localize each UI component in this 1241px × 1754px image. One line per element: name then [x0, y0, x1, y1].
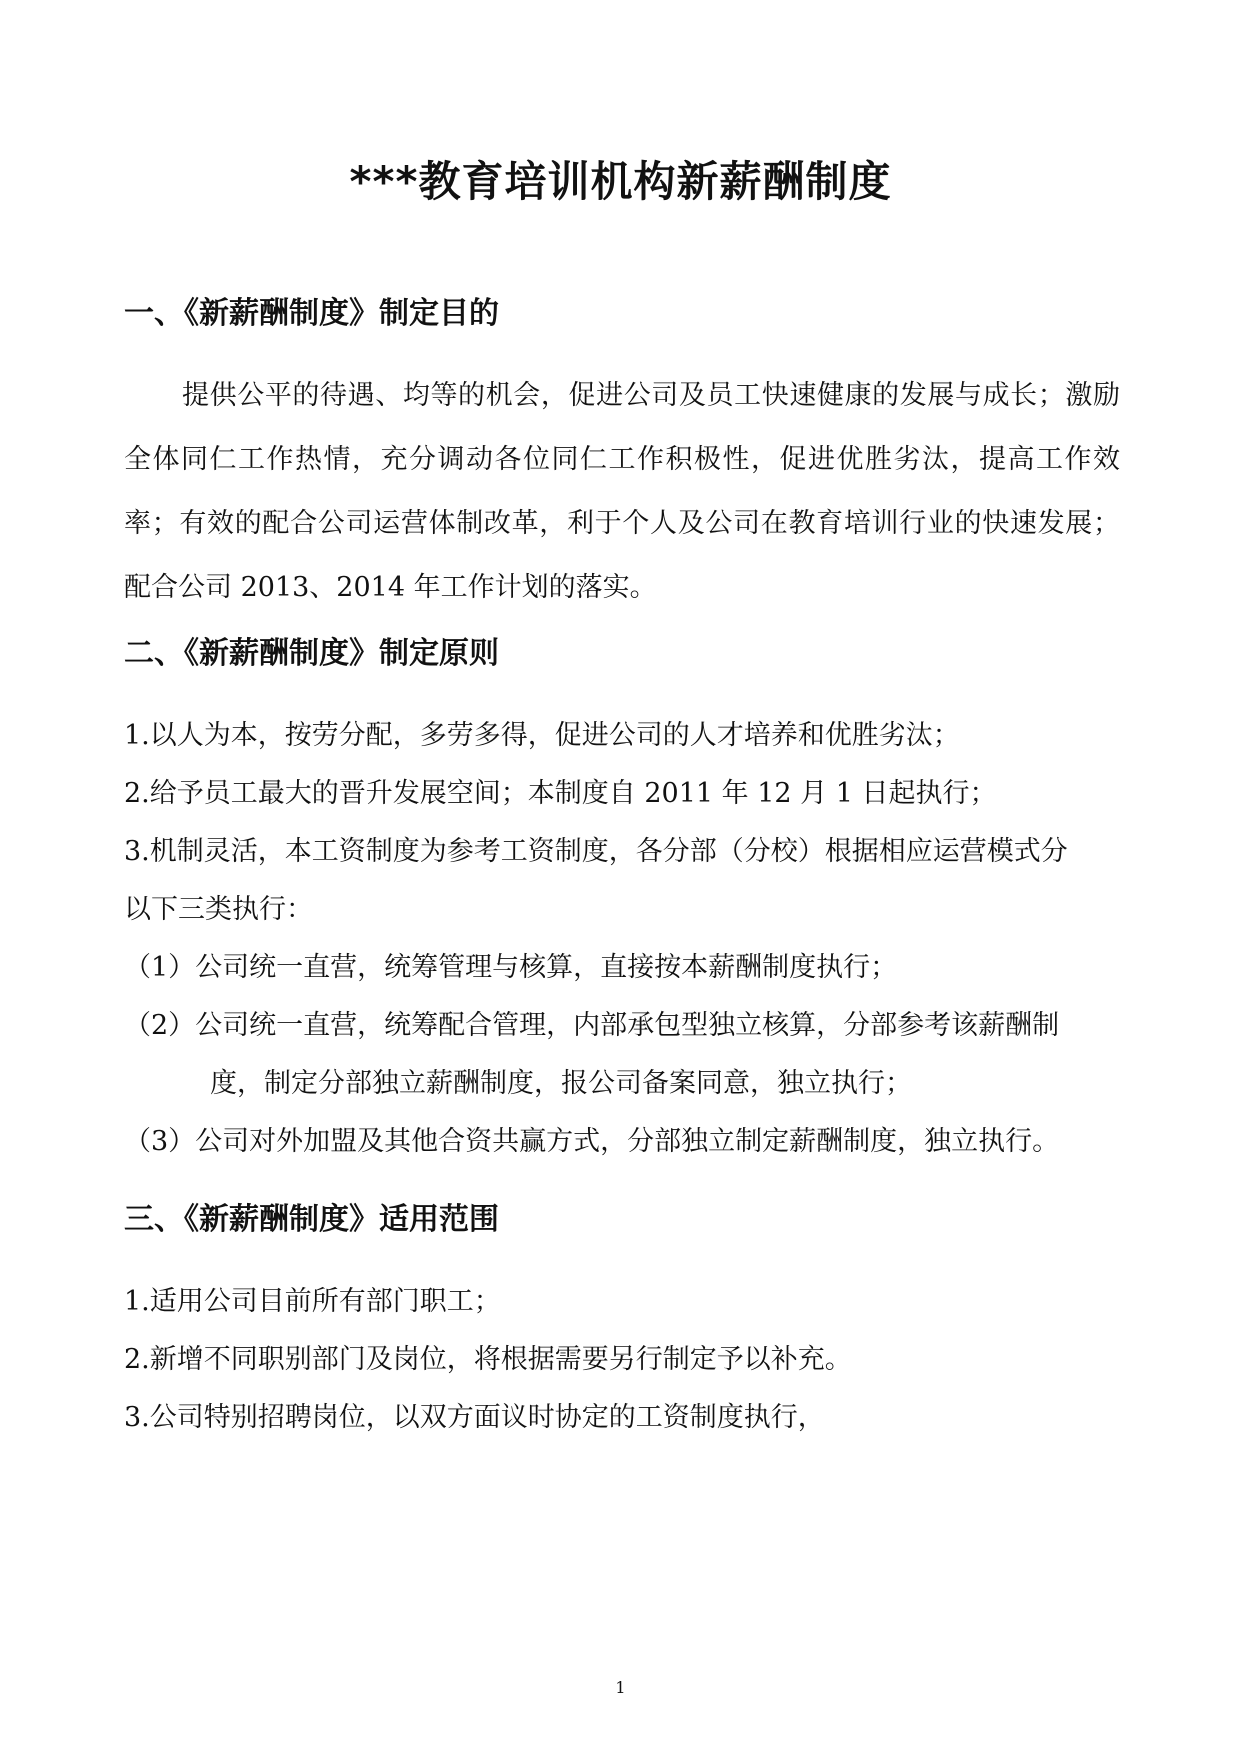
section-2-subitem: （3）公司对外加盟及其他合资共赢方式，分部独立制定薪酬制度，独立执行。	[124, 1126, 1060, 1157]
section-2-subitem-continuation: 度，制定分部独立薪酬制度，报公司备案同意，独立执行；	[210, 1068, 912, 1099]
section-3-item: 1.适用公司目前所有部门职工；	[124, 1286, 501, 1317]
section-1-paragraph: 提供公平的待遇、均等的机会，促进公司及员工快速健康的发展与成长；激励全体同仁工作热情，充分调动各位同仁工作积极性，促进优胜劣汰，提高工作效率；有效的配合公司运营体制改革，利于个人及公司在教育培训行业的快速发展；配合公司 2013、2014 年工作计划的落实。	[124, 380, 1120, 603]
section-3-item: 2.新增不同职别部门及岗位，将根据需要另行制定予以补充。	[124, 1344, 852, 1375]
section-2-item: 3.机制灵活，本工资制度为参考工资制度，各分部（分校）根据相应运营模式分	[124, 836, 1068, 867]
section-2-subitem: （2）公司统一直营，统筹配合管理，内部承包型独立核算，分部参考该薪酬制	[124, 1010, 1060, 1041]
section-2-item: 以下三类执行：	[124, 894, 313, 925]
section-2-subitem: （1）公司统一直营，统筹管理与核算，直接按本薪酬制度执行；	[124, 952, 898, 983]
section-3-heading: 三、《新薪酬制度》适用范围	[124, 1202, 499, 1237]
section-2-item: 2.给予员工最大的晋升发展空间；本制度自 2011 年 12 月 1 日起执行；	[124, 778, 997, 809]
section-2-heading: 二、《新薪酬制度》制定原则	[124, 636, 499, 671]
section-2-item: 1.以人为本，按劳分配，多劳多得，促进公司的人才培养和优胜劣汰；	[124, 720, 960, 751]
section-3-item: 3.公司特别招聘岗位，以双方面议时协定的工资制度执行，	[124, 1402, 825, 1433]
document-title: ***教育培训机构新薪酬制度	[349, 157, 892, 206]
page-number: 1	[615, 1678, 626, 1697]
section-1-heading: 一、《新薪酬制度》制定目的	[124, 296, 499, 331]
